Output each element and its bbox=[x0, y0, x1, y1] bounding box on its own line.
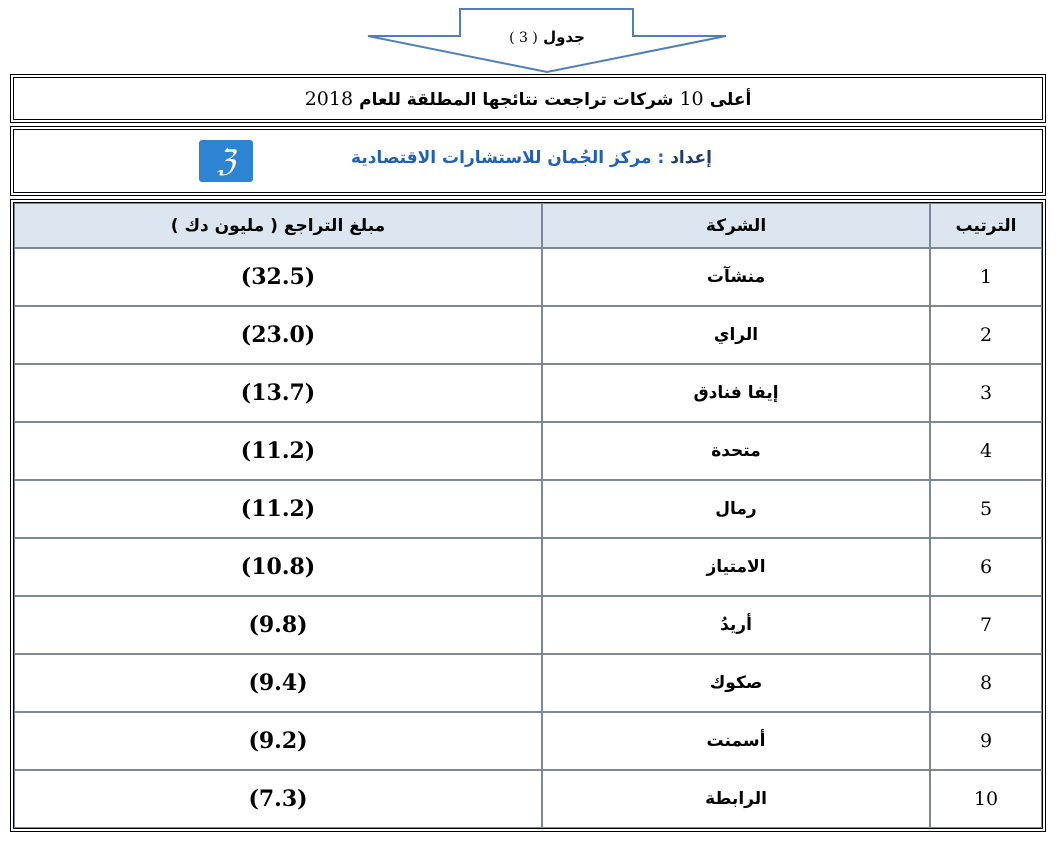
table-row bbox=[14, 770, 1042, 828]
table-row bbox=[14, 596, 1042, 654]
amount-cell: (7.3) bbox=[14, 770, 542, 828]
amount-cell: (11.2) bbox=[14, 422, 542, 480]
rank-cell: 10 bbox=[930, 770, 1042, 828]
table-header-row bbox=[14, 203, 1042, 248]
company-cell: صكوك bbox=[542, 654, 930, 712]
table-row bbox=[14, 364, 1042, 422]
company-cell: أريدُ bbox=[542, 596, 930, 654]
header-amount: مبلغ التراجع ( مليون دك ) bbox=[14, 203, 542, 248]
title-prefix: أعلى bbox=[709, 89, 752, 110]
amount-cell: (11.2) bbox=[14, 480, 542, 538]
rank-cell: 7 bbox=[930, 596, 1042, 654]
table-row bbox=[14, 712, 1042, 770]
credit-name: مركز الجُمان للاستشارات الاقتصادية bbox=[351, 148, 652, 168]
title-box bbox=[13, 77, 1043, 120]
amount-cell: (9.8) bbox=[14, 596, 542, 654]
company-cell: رمال bbox=[542, 480, 930, 538]
results-table bbox=[13, 202, 1043, 829]
company-cell: متحدة bbox=[542, 422, 930, 480]
company-cell: الامتياز bbox=[542, 538, 930, 596]
title-count: 10 bbox=[679, 87, 704, 110]
rank-cell: 5 bbox=[930, 480, 1042, 538]
page-title bbox=[305, 88, 752, 110]
title-text: شركات تراجعت نتائجها المطلقة للعام bbox=[359, 89, 674, 110]
header-rank: الترتيب bbox=[930, 203, 1042, 248]
rank-cell: 9 bbox=[930, 712, 1042, 770]
amount-cell: (10.8) bbox=[14, 538, 542, 596]
rank-cell: 3 bbox=[930, 364, 1042, 422]
rank-cell: 1 bbox=[930, 248, 1042, 306]
company-cell: الراي bbox=[542, 306, 930, 364]
caption-label: جدول bbox=[543, 28, 585, 46]
amount-cell: (9.2) bbox=[14, 712, 542, 770]
table-caption bbox=[366, 28, 728, 46]
aljuman-logo-icon: ℨ bbox=[199, 140, 253, 182]
credit-box bbox=[13, 129, 1043, 193]
credit-separator: : bbox=[657, 148, 665, 168]
amount-cell: (32.5) bbox=[14, 248, 542, 306]
company-cell: أسمنت bbox=[542, 712, 930, 770]
credit-prefix: إعداد bbox=[670, 148, 712, 168]
company-cell: إيفا فنادق bbox=[542, 364, 930, 422]
header-company: الشركة bbox=[542, 203, 930, 248]
caption-arrow bbox=[366, 8, 728, 74]
rank-cell: 8 bbox=[930, 654, 1042, 712]
title-year: 2018 bbox=[304, 87, 354, 110]
company-cell: الرابطة bbox=[542, 770, 930, 828]
amount-cell: (13.7) bbox=[14, 364, 542, 422]
amount-cell: (23.0) bbox=[14, 306, 542, 364]
table-row bbox=[14, 248, 1042, 306]
credit-line bbox=[351, 148, 712, 168]
amount-cell: (9.4) bbox=[14, 654, 542, 712]
caption-number: ( 3 ) bbox=[509, 30, 538, 46]
rank-cell: 2 bbox=[930, 306, 1042, 364]
rank-cell: 6 bbox=[930, 538, 1042, 596]
rank-cell: 4 bbox=[930, 422, 1042, 480]
table-row bbox=[14, 480, 1042, 538]
table-row bbox=[14, 654, 1042, 712]
table-row bbox=[14, 422, 1042, 480]
company-cell: منشآت bbox=[542, 248, 930, 306]
table-row bbox=[14, 306, 1042, 364]
table-row bbox=[14, 538, 1042, 596]
